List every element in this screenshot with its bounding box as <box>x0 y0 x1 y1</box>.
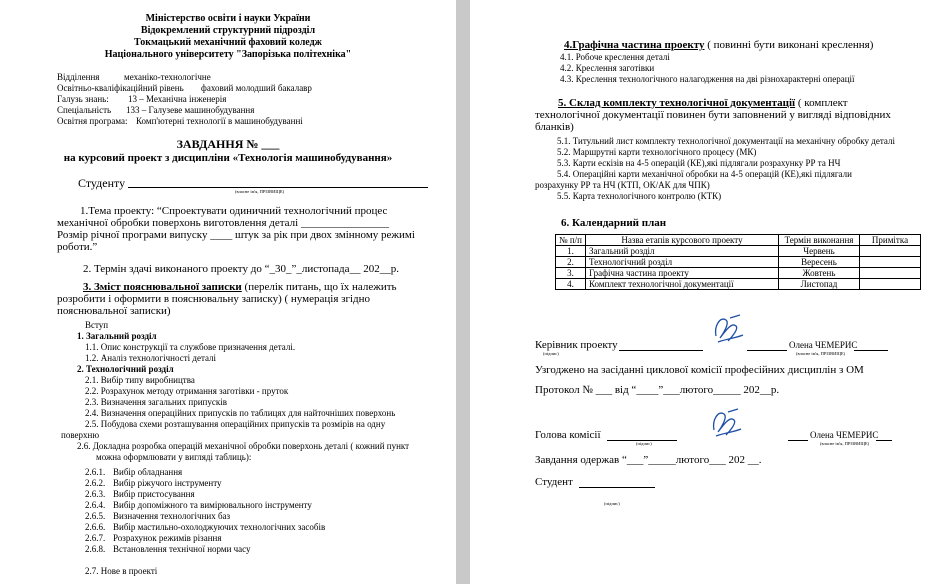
sub-text: Вибір обладнання <box>113 467 183 477</box>
section-3-heading <box>83 281 397 294</box>
supervisor-name-line <box>747 350 787 351</box>
student-sign-line[interactable] <box>579 487 655 488</box>
table-row <box>556 268 921 279</box>
section-2-item: 2.4. Визначення операційних припусків по таблицях для найточніших поверхонь <box>85 408 396 418</box>
agreed-line: Узгоджено на засіданні циклової комісії професійних дисциплін з ОМ <box>535 364 864 376</box>
supervisor-name-line-end <box>854 350 888 351</box>
col-header: Термін виконання <box>778 235 859 246</box>
table-header-row <box>556 235 921 246</box>
head-name-line-end <box>876 440 892 441</box>
section-3-title-rest: (перелік питань, що їх належить <box>241 281 397 293</box>
intro: Вступ <box>85 320 109 330</box>
deadline: 2. Термін здачі виконаного проекту до “_30_”_листопада__ 202__р. <box>83 263 399 275</box>
cell: Вересень <box>778 257 859 268</box>
section-2: 2. Технологічний розділ <box>77 364 174 374</box>
sub-num: 2.6.6. <box>85 522 106 532</box>
section-5-item: 5.1. Титульний лист комплекту технологічної документації на механічну обробку деталі <box>557 136 895 146</box>
topic-line: 1.Тема проекту: “Спроектувати одиничний технологічний процес <box>80 205 388 217</box>
section-5-item-cont: розрахунку РР та НЧ (КТП, ОК/АК для ЧПК) <box>535 180 710 190</box>
header-ministry: Міністерство освіти і науки України <box>145 13 311 24</box>
section-5-line: бланків) <box>535 121 574 133</box>
info-value: Комп'ютерні технології в машинобудуванні <box>136 116 303 126</box>
sub-num: 2.6.5. <box>85 511 106 521</box>
section-2-item-cont: поверхню <box>61 430 100 440</box>
info-label: Галузь знань: <box>57 94 109 104</box>
section-5-title-rest: ( комплект <box>795 97 848 109</box>
info-value: фаховий молодший бакалавр <box>201 83 312 93</box>
section-3-title: 3. Зміст пояснювальної записки <box>83 281 242 293</box>
page-1 <box>0 0 456 584</box>
sub-text: Встановлення технічної норми часу <box>113 544 251 554</box>
cell <box>859 246 920 257</box>
info-label: Освітньо-кваліфікаційний рівень <box>57 83 184 93</box>
section-2-item: 2.3. Визначення загальних припусків <box>85 397 227 407</box>
page-2 <box>470 0 940 584</box>
section-1-item: 1.1. Опис конструкції та службове призначення деталі. <box>85 342 296 352</box>
cell: Жовтень <box>778 268 859 279</box>
info-value: 13 – Механічна інженерія <box>128 94 227 104</box>
cell: 3. <box>556 268 586 279</box>
head-label: Голова комісії <box>535 429 601 441</box>
col-header: № п/п <box>556 235 586 246</box>
topic-line: механічної обробки поверхонь виготовлення деталі ________________ <box>57 217 389 229</box>
header-subdivision: Відокремлений структурний підрозділ <box>140 25 316 36</box>
sub-num: 2.6.2. <box>85 478 106 488</box>
sub-num: 2.6.8. <box>85 544 106 554</box>
section-5-title: 5. Склад комплекту технологічної документації <box>558 97 796 109</box>
name-hint: (власне ім'я, ПРІЗВИЩЕ) <box>820 441 870 446</box>
cell <box>859 268 920 279</box>
student-name-line[interactable] <box>128 187 428 188</box>
supervisor-sign-line[interactable] <box>619 350 703 351</box>
header-college: Токмацький механічний фаховий коледж <box>134 37 322 48</box>
head-name: Олена ЧЕМЕРИС <box>810 430 879 440</box>
section-5-item: 5.2. Маршрутні карти технологічного процесу (МК) <box>557 147 757 157</box>
section-5-line: технологічної документації повинен бути заповнений у вигляді відповідних <box>535 109 891 121</box>
doc-title: ЗАВДАННЯ № ___ <box>176 137 280 151</box>
cell: Загальний розділ <box>585 246 778 257</box>
sign-hint: (підпис) <box>604 501 620 506</box>
sub-num: 2.6.4. <box>85 500 106 510</box>
section-1-item: 1.2. Аналіз технологічності деталі <box>85 353 217 363</box>
calendar-table <box>555 234 921 290</box>
cell: Технологічний розділ <box>585 257 778 268</box>
name-hint: (власне ім'я, ПРІЗВИЩЕ) <box>796 351 846 356</box>
topic-line: роботи.” <box>57 241 98 253</box>
section-5-item: 5.5. Карта технологічного контролю (КТК) <box>557 191 722 201</box>
section-1: 1. Загальний розділ <box>77 331 157 341</box>
section-4-item: 4.3. Креслення технологічного налагодження на дві різнохарактерні операції <box>560 74 855 84</box>
cell: Графічна частина проекту <box>585 268 778 279</box>
sub-num: 2.6.1. <box>85 467 106 477</box>
doc-subtitle: на курсовий проект з дисципліни «Технологія машинобудування» <box>63 152 393 164</box>
student-name-hint: (власне ім'я, ПРІЗВИЩЕ) <box>235 189 285 194</box>
section-2-item: 2.1. Вибір типу виробництва <box>85 375 195 385</box>
sign-hint: (підпис) <box>636 441 652 446</box>
student-label: Студенту <box>78 176 126 190</box>
section-4-item: 4.1. Робоче креслення деталі <box>560 52 670 62</box>
item-2-6: 2.6. Докладна розробка операцій механічної обробки поверхонь деталі ( кожний пункт <box>77 441 410 451</box>
info-label: Освітня програма: <box>57 116 128 126</box>
sub-text: Вибір ріжучого інструменту <box>113 478 222 488</box>
cell: 2. <box>556 257 586 268</box>
sub-text: Визначення технологічних баз <box>113 511 231 521</box>
sub-num: 2.6.7. <box>85 533 106 543</box>
cell: 4. <box>556 279 586 290</box>
col-header: Примітка <box>859 235 920 246</box>
section-5-item: 5.4. Операційні карти механічної обробки на 4-5 операцій (КЕ),які підлягали <box>557 169 852 179</box>
calendar-title: 6. Календарний план <box>561 217 667 229</box>
item-2-7: 2.7. Нове в проекті <box>85 566 158 576</box>
table-row <box>556 279 921 290</box>
section-3-line: розробити і оформити в пояснювальну записку) ( нумерація згідно <box>57 293 371 305</box>
signature-mark <box>710 312 746 346</box>
sub-text: Вибір мастильно-охолоджуючих технологічних засобів <box>113 522 326 532</box>
student-label: Студент <box>535 476 573 488</box>
section-4-title-rest: ( повинні бути виконані креслення) <box>704 39 874 51</box>
sign-hint: (підпис) <box>543 351 559 356</box>
section-4-item: 4.2. Креслення заготівки <box>560 63 655 73</box>
table-row <box>556 246 921 257</box>
head-name-line <box>788 440 808 441</box>
received-line: Завдання одержав “___”_____лютого___ 202 __. <box>535 454 762 466</box>
sub-num: 2.6.3. <box>85 489 106 499</box>
table-row <box>556 257 921 268</box>
cell: 1. <box>556 246 586 257</box>
cell: Червень <box>778 246 859 257</box>
section-5-item: 5.3. Карти ескізів на 4-5 операцій (КЕ),які підлягали розрахунку РР та НЧ <box>557 158 841 168</box>
col-header: Назва етапів курсового проекту <box>585 235 778 246</box>
section-5-heading <box>558 97 848 110</box>
header-university: Національного університету "Запорізька політехніка" <box>104 49 352 60</box>
sub-text: Вибір пристосування <box>113 489 195 499</box>
supervisor-name: Олена ЧЕМЕРИС <box>789 340 858 350</box>
item-2-6-cont: можна оформлювати у вигляді таблиць): <box>96 452 252 462</box>
section-4-title: 4.Графічна частина проекту <box>564 39 705 51</box>
sub-text: Вибір допоміжного та вимірювального інструменту <box>113 500 312 510</box>
sub-text: Розрахунок режимів різання <box>113 533 222 543</box>
cell: Комплект технологічної документації <box>585 279 778 290</box>
cell <box>859 279 920 290</box>
topic-line: Розмір річної програми випуску ____ штук за рік при двох змінному режимі <box>57 229 415 241</box>
info-label: Спеціальність <box>57 105 112 115</box>
section-2-item: 2.2. Розрахунок методу отримання заготівки - пруток <box>85 386 289 396</box>
section-2-item: 2.5. Побудова схеми розташування операційних припусків та розмірів на одну <box>85 419 386 429</box>
info-value: 133 – Галузеве машинобудування <box>126 105 255 115</box>
cell: Листопад <box>778 279 859 290</box>
cell <box>859 257 920 268</box>
section-3-line: пояснювальної записки) <box>57 305 171 317</box>
info-label: Відділення <box>57 72 100 82</box>
supervisor-label: Керівник проекту <box>535 339 618 351</box>
signature-mark <box>708 406 744 440</box>
protocol-line: Протокол № ___ від “____”___лютого_____ 202__р. <box>535 384 780 396</box>
section-4-heading <box>564 39 873 52</box>
info-value: механіко-технологічне <box>124 72 211 82</box>
